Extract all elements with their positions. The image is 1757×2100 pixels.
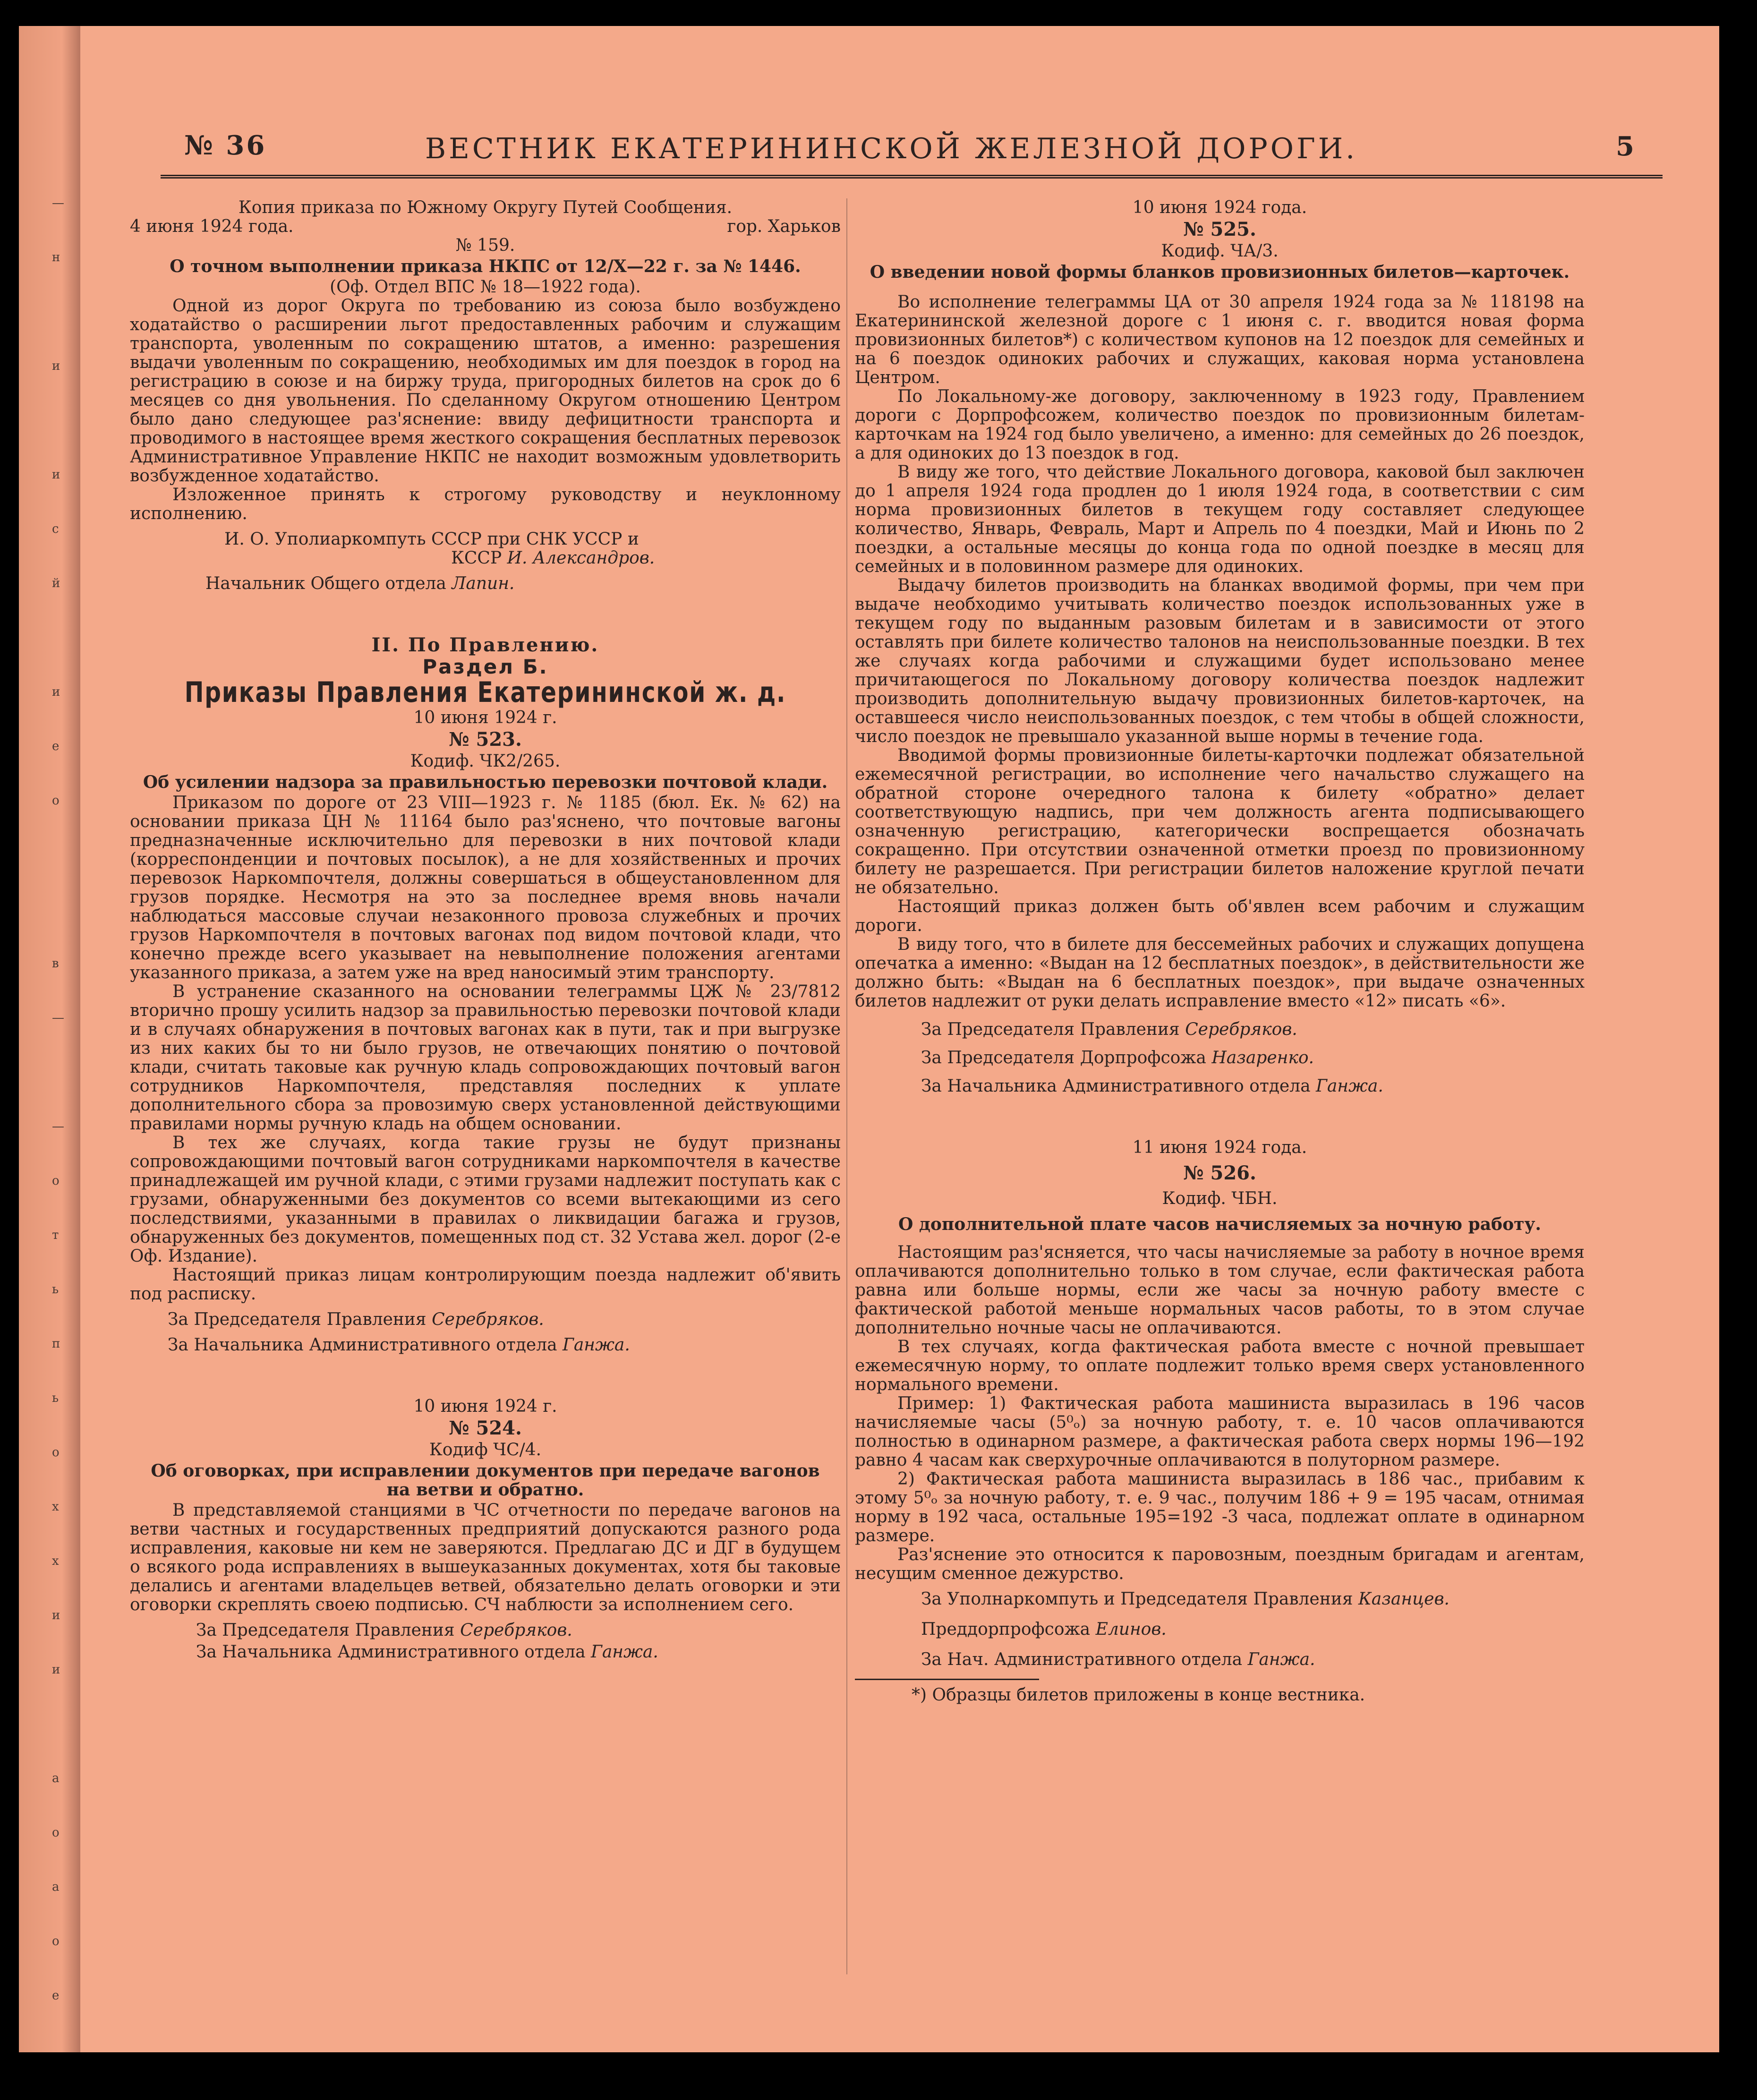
edge-character: п (52, 1337, 60, 1351)
order-number: № 525. (1183, 218, 1256, 240)
edge-character: х (52, 1500, 59, 1514)
paragraph: Во исполнение телеграммы ЦА от 30 апреля 1924 года за № 118198 на Екатерининской железной дороге с 1 июня с. г. вводится новая форма провизионных билетов*) с количеством купонов на 12 поездок для семейных и на 6 поездок одиноких рабочих и служащих, каковая норма установлена Центром. (855, 292, 1585, 387)
paragraph: Настоящим раз'ясняется, что часы начисляемые за работу в ночное время оплачиваются дополнительно только в том случае, если фактическая работа равна или больше нормы, если же часы за ночную работу вместе с фактической работой меньше нормальных часов работы, то в этом случае дополнительно ночные часы не оплачиваются. (855, 1243, 1585, 1338)
order-heading: О точном выполнении приказа НКПС от 12/Х—22 г. за № 1446. (170, 256, 801, 276)
order-heading: О введении новой формы бланков провизионных билетов—карточек. (870, 262, 1570, 282)
edge-character: о (52, 1934, 60, 1948)
edge-character: и (52, 468, 60, 482)
paragraph: В виду же того, что действие Локального договора, каковой был заключен до 1 апреля 1924 года продлен до 1 июля 1924 года, в соответствии с сим норма провизионных билетов в текущем году составляет следующее количество, Январь, Февраль, Март и Апрель по 4 поездки, Май и Июнь по 2 поездки, а остальные месяцы до конца года по одной поездке в месяц для семейных и в половинном размере для одиноких. (855, 462, 1585, 576)
date: 4 июня 1924 года. (130, 217, 294, 236)
section-subheading: Раздел Б. (422, 655, 548, 678)
paragraph: В устранение сказанного на основании телеграммы ЦЖ № 23/7812 вторично прошу усилить надзор за правильностью перевозки почтовой клади и в случаях обнаружения в почтовых вагонах как в пути, так и при выгрузке из них каких бы то ни было грузов, не отвечающих понятию о почтовой клади, считать таковые как ручную кладь сопровождающих почтовый вагон сотрудников Наркомпочтеля, представляя последних к уплате дополнительного сбора за провозимую сверх установленной действующими правилами нормы ручную кладь на общем основании. (130, 982, 841, 1134)
header-rule (161, 175, 1663, 179)
paragraph: По Локальному-же договору, заключенному в 1923 году, Правлением дороги с Дорпрофсожем, количество поездок по провизионным билетам-карточкам на 1924 год было увеличено, а именно: для семейных до 26 поездок, а для одиноких до 13 поездок в год. (855, 387, 1585, 463)
order-heading: О дополнительной плате часов начисляемых за ночную работу. (898, 1214, 1541, 1234)
signature: Преддорпрофсожа Елинов. (921, 1620, 1167, 1639)
edge-character: в (52, 956, 59, 971)
dateline-row (130, 217, 841, 236)
order-subheading: (Оф. Отдел ВПС № 18—1922 года). (330, 277, 641, 297)
order-heading: Об усилении надзора за правильностью перевозки почтовой клади. (143, 772, 828, 792)
signature: За Начальника Административного отдела Ганжа. (168, 1335, 630, 1355)
signature: За Председателя Правления Серебряков. (921, 1020, 1297, 1039)
newspaper-page (19, 26, 1719, 2052)
edge-character: и (52, 685, 60, 699)
edge-character: о (52, 1174, 60, 1188)
right-column (855, 198, 1585, 1705)
paragraph: В представляемой станциями в ЧС отчетности по передаче вагонов на ветви частных и государственных предприятий допускаются разного рода исправления, каковые ни кем не заверяются. Предлагаю ДС и ДГ в будущем о всякого рода исправлениях в вышеуказанных документах, хотя бы таковые делались и агентами владельцев ветвей, обязательно делать оговорки и эти оговорки скреплять своею подписью. СЧ наблюсти за исполнением сего. (130, 1501, 841, 1614)
paragraph: Вводимой формы провизионные билеты-карточки подлежат обязательной ежемесячной регистрации, во исполнение чего начальство служащего на обратной стороне очередного талона к билету «обратно» делает соответствующую надпись, при чем должность агента подписывающего означенную регистрацию, категорически воспрещается обозначать сокращенно. При отсутствии означенной отметки проезд по провизионному билету не разрешается. При регистрации билетов наложение круглой печати не обязательно. (855, 746, 1585, 897)
signature: За Председателя Дорпрофсожа Назаренко. (921, 1048, 1314, 1067)
page-number: 5 (1616, 131, 1634, 162)
footnote: *) Образцы билетов приложены в конце вестника. (912, 1685, 1365, 1705)
edge-character: о (52, 794, 60, 808)
paragraph: В виду того, что в билете для бессемейных рабочих и служащих допущена опечатка а именно: «Выдан на 12 бесплатных поездок», в действительности же должно быть: «Выдан на 6 бесплатных поездок», при выдаче означенных билетов надлежит от руки делать исправление вместо «12» писать «6». (855, 935, 1585, 1011)
newspaper-title: ВЕСТНИК ЕКАТЕРИНИНСКОЙ ЖЕЛЕЗНОЙ ДОРОГИ. (425, 132, 1358, 165)
order-date: 10 июня 1924 года. (1132, 198, 1307, 217)
order-number: № 526. (1183, 1162, 1256, 1184)
paragraph: В тех же случаях, когда такие грузы не будут признаны сопровождающими почтовый вагон сотрудниками наркомпочтеля в качестве принадлежащей им ручной клади, с этими грузами надлежит поступать как с грузами, обнаруженными без документов со всеми вытекающими из сего последствиями, указанными в правилах о ликвидации багажа и грузов, обнаруженных без документов, помещенных под ст. 32 Устава жел. дорог (2-е Оф. Издание). (130, 1133, 841, 1266)
edge-character: н (52, 250, 60, 265)
signature: И. О. Уполиаркомпуть СССР при СНК УССР и (224, 529, 639, 549)
signature: За Уполнаркомпуть и Председателя Правления Казанцев. (921, 1589, 1450, 1609)
copy-line: Копия приказа по Южному Округу Путей Сообщения. (238, 198, 733, 217)
edge-character: и (52, 359, 60, 373)
order-code: Кодиф. ЧБН. (1162, 1189, 1278, 1208)
signature: КССР И. Александров. (451, 548, 655, 568)
paragraph: Изложенное принять к строгому руководству и неуклонному исполнению. (130, 485, 841, 523)
edge-character: т (52, 1228, 59, 1242)
paragraph: Пример: 1) Фактическая работа машиниста выразилась в 196 часов начисляемые часы (5⁰ₒ) за ночную работу, т. е. 10 часов оплачиваются полностью в одинарном размере, а фактическая работа сверх нормы 196—192 равно 4 часам как сверхурочные оплачиваются в полуторном размере. (855, 1394, 1585, 1470)
city: гор. Харьков (727, 217, 841, 236)
edge-character: х (52, 1554, 59, 1568)
order-date: 10 июня 1924 г. (413, 1397, 557, 1416)
order-code: Кодиф ЧС/4. (429, 1440, 542, 1460)
issue-number: № 36 (184, 130, 267, 161)
signature: За Начальника Административного отдела Ганжа. (196, 1642, 658, 1662)
signature: За Нач. Административного отдела Ганжа. (921, 1650, 1315, 1669)
edge-character: с (52, 522, 59, 536)
edge-character: а (52, 1880, 60, 1894)
edge-character: о (52, 1826, 60, 1840)
edge-character: — (52, 1119, 64, 1134)
edge-character: — (52, 196, 64, 210)
edge-character: ь (52, 1282, 59, 1297)
paragraph: В тех случаях, когда фактическая работа вместе с ночной превышает ежемесячную норму, то оплате подлежит только время сверх установленного нормального времени. (855, 1337, 1585, 1394)
signature: Начальник Общего отдела Лапин. (205, 574, 515, 593)
left-column (130, 198, 841, 1662)
paragraph: Раз'яснение это относится к паровозным, поездным бригадам и агентам, несущим сменное дежурство. (855, 1545, 1585, 1583)
order-number: № 523. (449, 728, 522, 751)
order-heading: Об оговорках, при исправлении документов при передаче вагонов на ветви и обратно. (151, 1461, 820, 1500)
edge-character: а (52, 1771, 60, 1785)
order-date: 11 июня 1924 года. (1132, 1138, 1307, 1157)
footnote-rule (855, 1679, 1039, 1680)
paragraph: Выдачу билетов производить на бланках вводимой формы, при чем при выдаче необходимо учитывать количество поездок использованных уже в текущем году по выданным разовым билетам и в зависимости от этого оставлять при билете количество талонов на неиспользованные поездки. В тех же случаях когда рабочими и служащими будет использовано менее причитающегося по Локальному договору количества поездок надлежит производить дополнительную выдачу провизионных билетов-карточек, на оставшееся число неиспользованных поездок, с тем чтобы в общей сложности, число поездок не превышало указанной выше нормы в течение года. (855, 576, 1585, 746)
signature: За Начальника Административного отдела Ганжа. (921, 1076, 1383, 1096)
section-heading: II. По Правлению. (371, 634, 599, 656)
edge-character: й (52, 576, 60, 590)
column-divider (846, 198, 847, 1974)
signature: За Председателя Правления Серебряков. (196, 1621, 572, 1640)
signature: За Председателя Правления Серебряков. (168, 1310, 544, 1329)
paragraph: Настоящий приказ лицам контролирующим поезда надлежит об'явить под расписку. (130, 1265, 841, 1304)
edge-character: ь (52, 1391, 59, 1405)
order-number: № 159. (455, 236, 515, 255)
paragraph: Одной из дорог Округа по требованию из союза было возбуждено ходатайство о расширении льгот предоставленных рабочим и служащим транспорта, уволенным по сокращению штатов, а именно: разрешения выдачи уволенным по сокращению, необходимых им для поездок в город на регистрацию в союзе и на биржу труда, пригородных билетов на срок до 6 месяцев со дня увольнения. По сделанному Округом отношению Центром было дано следующее раз'яснение: ввиду дефицитности транспорта и проводимого в настоящее время жесткого сокращения бесплатных перевозок Административное Управление НКПС не находит возможным удовлетворить возбужденное ходатайство. (130, 296, 841, 486)
order-number: № 524. (449, 1417, 522, 1439)
edge-character: и (52, 1663, 60, 1677)
paragraph: 2) Фактическая работа машиниста выразилась в 186 час., прибавим к этому 5⁰ₒ за ночную работу, т. е. 9 час., получим 186 + 9 = 195 часам, отнимая норму в 192 часа, остальные 195=192 -3 часа, подлежат оплате в одинарном размере. (855, 1469, 1585, 1545)
order-code: Кодиф. ЧК2/265. (410, 751, 561, 771)
edge-character: о (52, 1445, 60, 1460)
edge-character: — (52, 1011, 64, 1025)
order-date: 10 июня 1924 г. (413, 708, 557, 727)
previous-page-edge (19, 26, 80, 2052)
paragraph: Настоящий приказ должен быть об'явлен всем рабочим и служащим дороги. (855, 897, 1585, 935)
edge-character: е (52, 739, 60, 753)
paragraph: Приказом по дороге от 23 VIII—1923 г. № 1185 (бюл. Ек. № 62) на основании приказа ЦН № 11164 было раз'яснено, что почтовые вагоны предназначенные исключительно для перевозки в них почтовой клади (корреспонденции и почтовых посылок), а не для хозяйственных и прочих перевозок Наркомпочтеля, должны совершаться в общеустановленном для грузов порядке. Несмотря на это за последнее время вновь начали наблюдаться массовые случаи незаконного провоза служебных и прочих грузов Наркомпочтеля в почтовых вагонах под видом почтовой клади, что конечно прежде всего указывает на невыполнение положения агентами указанного приказа, а затем уже на вред наносимый этим транспорту. (130, 793, 841, 982)
page-header (161, 120, 1663, 177)
edge-character: и (52, 1608, 60, 1622)
edge-character: е (52, 1989, 60, 2003)
order-code: Кодиф. ЧА/3. (1161, 241, 1279, 261)
section-title: Приказы Правления Екатерининской ж. д. (184, 676, 786, 709)
